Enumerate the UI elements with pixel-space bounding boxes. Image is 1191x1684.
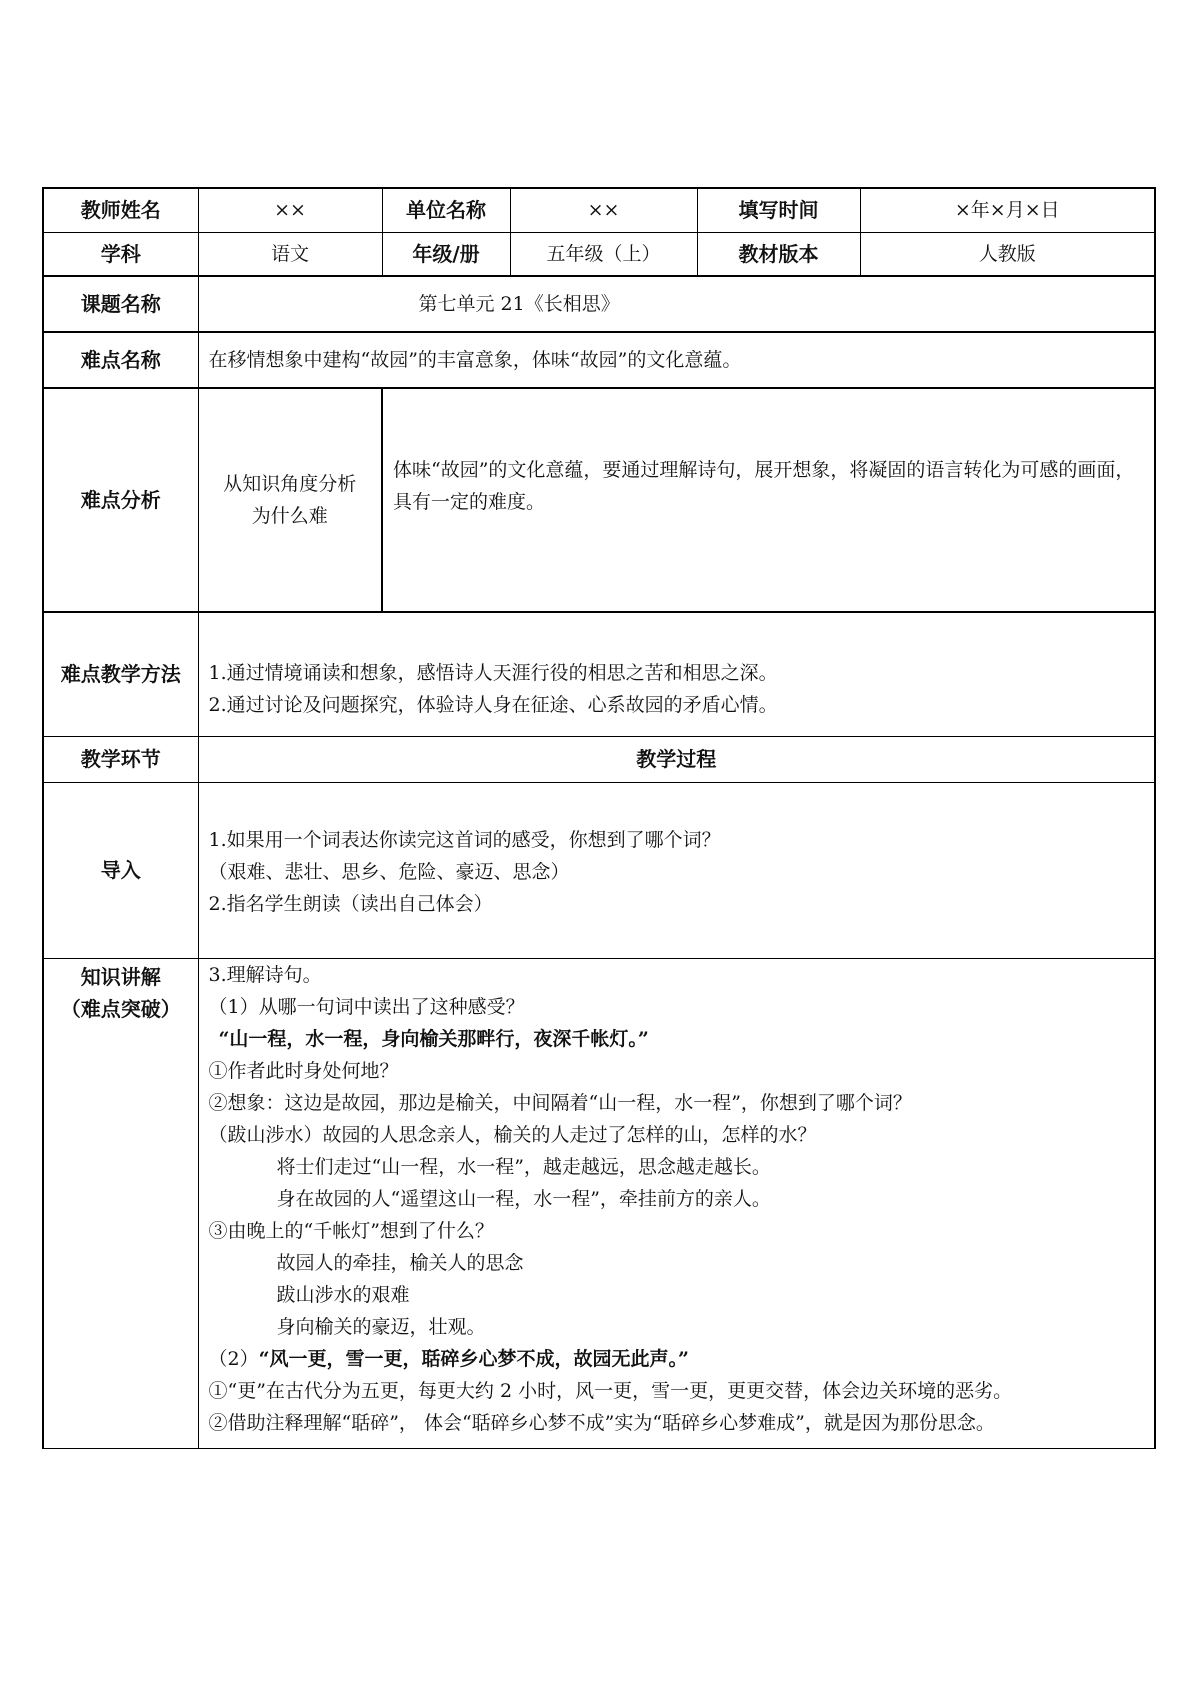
grade-value: 五年级（上） [510, 232, 697, 276]
knowledge-line: 将士们走过“山一程，水一程”，越走越远，思念越走越长。 [276, 1155, 771, 1178]
knowledge-quote-line: “风一更，雪一更，聒碎乡心梦不成，故园无此声。” [258, 1347, 689, 1370]
knowledge-line: ②想象：这边是故园，那边是榆关，中间隔着“山一程，水一程”，你想到了哪个词？ [208, 1091, 912, 1114]
edition-label: 教材版本 [697, 232, 860, 276]
method-label: 难点教学方法 [43, 612, 198, 736]
knowledge-quote-line: “山一程，水一程，身向榆关那畔行，夜深千帐灯。” [218, 1027, 649, 1050]
analysis-label: 难点分析 [43, 388, 198, 612]
analysis-sublabel [198, 388, 382, 612]
knowledge-line: ③由晚上的“千帐灯”想到了什么？ [208, 1219, 494, 1242]
subject-value: 语文 [198, 232, 382, 276]
knowledge-line: ①作者此时身处何地？ [208, 1059, 399, 1082]
process-header-label: 教学过程 [198, 736, 1155, 782]
knowledge-line: ②借助注释理解“聒碎”， 体会“聒碎乡心梦不成”实为“聒碎乡心梦难成”，就是因为那份思念。 [208, 1411, 995, 1434]
intro-label: 导入 [43, 782, 198, 958]
difficulty-value: 在移情想象中建构“故园”的丰富意象，体味“故园”的文化意蕴。 [198, 332, 1155, 388]
topic-value: 第七单元 21《长相思》 [198, 276, 1155, 332]
knowledge-line: 身在故园的人“遥望这山一程，水一程”，牵挂前方的亲人。 [276, 1187, 771, 1210]
knowledge-content [198, 958, 1155, 1448]
subject-label: 学科 [43, 232, 198, 276]
knowledge-line: （1）从哪一句词中读出了这种感受？ [208, 995, 525, 1018]
knowledge-quote-prefix: （2） [208, 1347, 259, 1370]
unit-name-value: ×× [510, 188, 697, 232]
edition-value: 人教版 [860, 232, 1155, 276]
intro-line-2: （艰难、悲壮、思乡、危险、豪迈、思念） [208, 861, 570, 883]
lesson-plan-table [42, 187, 1154, 1449]
analysis-sublabel-line-2: 为什么难 [251, 505, 328, 527]
intro-content [198, 782, 1155, 958]
intro-line-3: 2.指名学生朗读（读出自己体会） [208, 893, 493, 915]
knowledge-line: 身向榆关的豪迈，壮观。 [276, 1315, 486, 1338]
topic-label: 课题名称 [43, 276, 198, 332]
knowledge-label-line-1: 知识讲解 [80, 964, 161, 989]
analysis-sublabel-line-1: 从知识角度分析 [223, 473, 357, 495]
knowledge-line: 跋山涉水的艰难 [276, 1283, 410, 1306]
knowledge-line: 3.理解诗句。 [208, 963, 322, 986]
intro-line-1: 1.如果用一个词表达你读完这首词的感受，你想到了哪个词？ [208, 829, 721, 851]
difficulty-label: 难点名称 [43, 332, 198, 388]
analysis-value: 体味“故园”的文化意蕴，要通过理解诗句，展开想象，将凝固的语言转化为可感的画面，具有一定的难度。 [382, 388, 1155, 612]
knowledge-label [43, 958, 198, 1448]
knowledge-quote-row [209, 1343, 1145, 1375]
fill-time-label: 填写时间 [697, 188, 860, 232]
knowledge-line: 故园人的牵挂，榆关人的思念 [276, 1251, 524, 1274]
method-line-2: 2.通过讨论及问题探究，体验诗人身在征途、心系故园的矛盾心情。 [208, 694, 778, 717]
method-line-1: 1.通过情境诵读和想象，感悟诗人天涯行役的相思之苦和相思之深。 [208, 662, 778, 685]
knowledge-line: ①“更”在古代分为五更，每更大约 2 小时，风一更，雪一更，更更交替，体会边关环境的恶劣。 [208, 1379, 1013, 1402]
unit-name-label: 单位名称 [382, 188, 510, 232]
teacher-name-value: ×× [198, 188, 382, 232]
teacher-name-label: 教师姓名 [43, 188, 198, 232]
stage-header-label: 教学环节 [43, 736, 198, 782]
fill-time-value: ×年×月×日 [860, 188, 1155, 232]
knowledge-line: （跋山涉水）故园的人思念亲人，榆关的人走过了怎样的山，怎样的水？ [208, 1123, 817, 1146]
knowledge-label-line-2: （难点突破） [60, 996, 181, 1021]
method-content [198, 612, 1155, 736]
grade-label: 年级/册 [382, 232, 510, 276]
